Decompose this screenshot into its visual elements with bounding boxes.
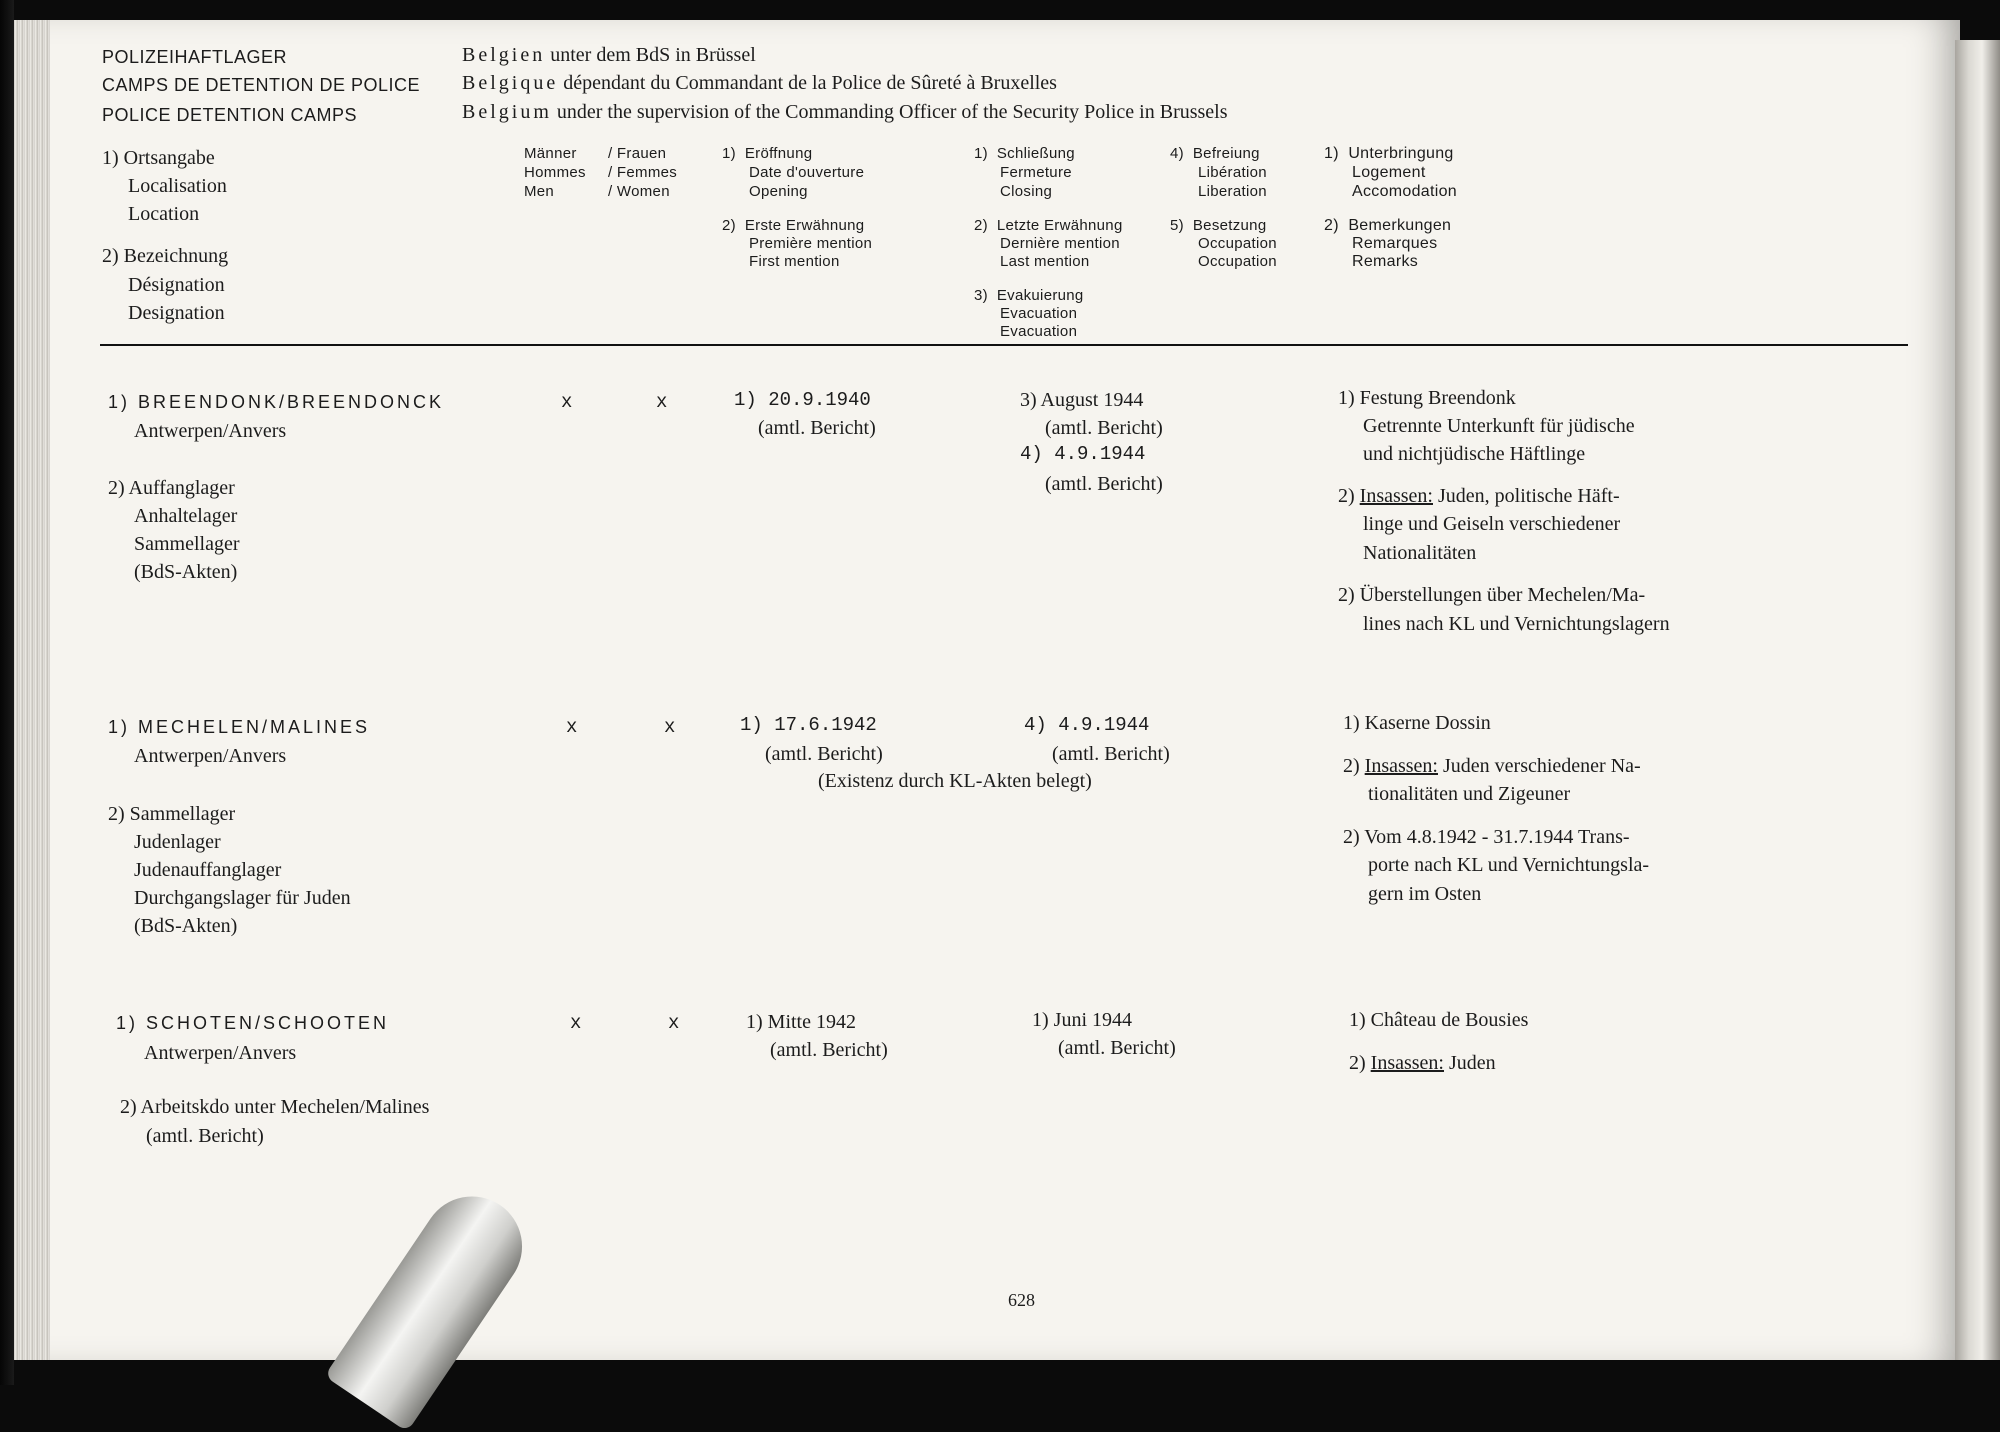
legend-opening-en: Opening xyxy=(749,183,808,200)
closing-source-schoten: (amtl. Bericht) xyxy=(1058,1037,1176,1059)
book-edge xyxy=(0,0,14,1385)
legend-evacuation-fr: Evacuation xyxy=(1000,305,1078,322)
opening-breendonk: 1) 20.9.1940 xyxy=(734,389,871,411)
legend-last-mention-en: Last mention xyxy=(1000,253,1090,270)
remark-breendonk-2: Getrennte Unterkunft für jüdische xyxy=(1363,415,1635,437)
legend-occupation-en: Occupation xyxy=(1198,253,1277,270)
page-curl xyxy=(1955,40,2000,1360)
legend-opening-fr: Date d'ouverture xyxy=(749,164,865,181)
remark-mechelen-6: gern im Osten xyxy=(1368,883,1482,905)
legend-remarks: 2) Bemerkungen xyxy=(1324,217,1452,234)
mark-women-schoten: x xyxy=(668,1012,680,1034)
designation-breendonk-4: (BdS-Akten) xyxy=(134,561,238,583)
designation-breendonk-2: Anhaltelager xyxy=(134,505,238,527)
mark-men-schoten: x xyxy=(570,1012,582,1034)
liberation-breendonk: 4) 4.9.1944 xyxy=(1020,443,1146,465)
legend-closing-en: Closing xyxy=(1000,183,1053,200)
legend-evacuation-en: Evacuation xyxy=(1000,323,1078,340)
legend-location-en: Location xyxy=(128,203,200,225)
remark-mechelen-4: 2) Vom 4.8.1942 - 31.7.1944 Trans- xyxy=(1343,826,1630,848)
liberation-source-mechelen: (amtl. Bericht) xyxy=(1052,743,1170,765)
legend-men-en: Men xyxy=(524,183,555,200)
legend-accommodation: 1) Unterbringung xyxy=(1324,145,1454,162)
designation-breendonk-3: Sammellager xyxy=(134,533,240,555)
remark-breendonk-8: lines nach KL und Vernichtungslagern xyxy=(1363,613,1670,635)
legend-liberation-fr: Libération xyxy=(1198,164,1267,181)
camp-name-breendonk: 1) BREENDONK/BREENDONCK xyxy=(108,392,445,412)
legend-last-mention: 2) Letzte Erwähnung xyxy=(974,217,1123,234)
camp-location-mechelen: Antwerpen/Anvers xyxy=(134,745,287,767)
designation-schoten-1: 2) Arbeitskdo unter Mechelen/Malines xyxy=(120,1096,430,1118)
remark-breendonk-6: Nationalitäten xyxy=(1363,542,1477,564)
title-fr: CAMPS DE DETENTION DE POLICE xyxy=(102,75,421,95)
opening-source-breendonk: (amtl. Bericht) xyxy=(758,417,876,439)
legend-accommodation-en: Accomodation xyxy=(1352,183,1457,200)
camp-name-schoten: 1) SCHOTEN/SCHOOTEN xyxy=(116,1013,390,1033)
mark-men-mechelen: x xyxy=(566,716,578,738)
legend-women-fr: / Femmes xyxy=(608,164,678,181)
designation-mechelen-3: Judenauffanglager xyxy=(134,859,282,881)
header-rule xyxy=(100,344,1908,346)
camp-location-breendonk: Antwerpen/Anvers xyxy=(134,420,287,442)
remark-schoten-1: 1) Château de Bousies xyxy=(1349,1009,1529,1031)
evidence-mechelen: (Existenz durch KL-Akten belegt) xyxy=(818,770,1092,792)
subtitle-de: Belgien unter dem BdS in Brüssel xyxy=(462,44,756,66)
legend-liberation: 4) Befreiung xyxy=(1170,145,1260,162)
camp-name-mechelen: 1) MECHELEN/MALINES xyxy=(108,717,371,737)
remark-breendonk-5: linge und Geiseln verschiedener xyxy=(1363,513,1621,535)
remark-breendonk-1: 1) Festung Breendonk xyxy=(1338,387,1516,409)
legend-designation-en: Designation xyxy=(128,302,225,324)
legend-evacuation: 3) Evakuierung xyxy=(974,287,1084,304)
designation-mechelen-1: 2) Sammellager xyxy=(108,803,236,825)
mark-women-breendonk: x xyxy=(656,391,668,413)
remark-mechelen-5: porte nach KL und Vernichtungsla- xyxy=(1368,854,1650,876)
legend-occupation: 5) Besetzung xyxy=(1170,217,1267,234)
legend-first-mention-en: First mention xyxy=(749,253,840,270)
remark-breendonk-4: 2) Insassen: Juden, politische Häft- xyxy=(1338,485,1620,507)
closing-schoten: 1) Juni 1944 xyxy=(1032,1009,1132,1031)
liberation-source-breendonk: (amtl. Bericht) xyxy=(1045,473,1163,495)
legend-women: / Frauen xyxy=(608,145,667,162)
legend-accommodation-fr: Logement xyxy=(1352,164,1426,181)
legend-men: Männer xyxy=(524,145,577,162)
title-de: POLIZEIHAFTLAGER xyxy=(102,47,288,67)
closing-breendonk: 3) August 1944 xyxy=(1020,389,1144,411)
liberation-mechelen: 4) 4.9.1944 xyxy=(1024,714,1150,736)
legend-liberation-en: Liberation xyxy=(1198,183,1267,200)
legend-remarks-fr: Remarques xyxy=(1352,235,1438,252)
legend-designation-fr: Désignation xyxy=(128,274,225,296)
mark-men-breendonk: x xyxy=(561,391,573,413)
legend-location-fr: Localisation xyxy=(128,175,227,197)
remark-breendonk-7: 2) Überstellungen über Mechelen/Ma- xyxy=(1338,584,1646,606)
legend-location: 1) Ortsangabe xyxy=(102,147,215,169)
subtitle-fr: Belgique dépendant du Commandant de la Police de Sûreté à Bruxelles xyxy=(462,72,1057,94)
remark-mechelen-2: 2) Insassen: Juden verschiedener Na- xyxy=(1343,755,1641,777)
legend-occupation-fr: Occupation xyxy=(1198,235,1277,252)
opening-schoten: 1) Mitte 1942 xyxy=(746,1011,856,1033)
legend-closing-fr: Fermeture xyxy=(1000,164,1072,181)
remark-schoten-2: 2) Insassen: Juden xyxy=(1349,1052,1496,1074)
designation-schoten-2: (amtl. Bericht) xyxy=(146,1125,264,1147)
designation-mechelen-5: (BdS-Akten) xyxy=(134,915,238,937)
subtitle-en: Belgium under the supervision of the Commanding Officer of the Security Police in Brussels xyxy=(462,101,1228,123)
closing-source-breendonk: (amtl. Bericht) xyxy=(1045,417,1163,439)
designation-mechelen-2: Judenlager xyxy=(134,831,221,853)
camp-location-schoten: Antwerpen/Anvers xyxy=(144,1042,297,1064)
legend-first-mention: 2) Erste Erwähnung xyxy=(722,217,865,234)
opening-source-mechelen: (amtl. Bericht) xyxy=(765,743,883,765)
legend-opening: 1) Eröffnung xyxy=(722,145,813,162)
remark-mechelen-1: 1) Kaserne Dossin xyxy=(1343,712,1491,734)
legend-designation: 2) Bezeichnung xyxy=(102,245,229,267)
legend-last-mention-fr: Dernière mention xyxy=(1000,235,1120,252)
designation-breendonk-1: 2) Auffanglager xyxy=(108,477,235,499)
legend-first-mention-fr: Première mention xyxy=(749,235,873,252)
page-number: 628 xyxy=(1008,1290,1035,1310)
opening-mechelen: 1) 17.6.1942 xyxy=(740,714,877,736)
legend-remarks-en: Remarks xyxy=(1352,253,1419,270)
legend-closing: 1) Schließung xyxy=(974,145,1075,162)
title-en: POLICE DETENTION CAMPS xyxy=(102,105,358,125)
remark-breendonk-3: und nichtjüdische Häftlinge xyxy=(1363,443,1586,465)
opening-source-schoten: (amtl. Bericht) xyxy=(770,1039,888,1061)
designation-mechelen-4: Durchgangslager für Juden xyxy=(134,887,351,909)
mark-women-mechelen: x xyxy=(664,716,676,738)
legend-women-en: / Women xyxy=(608,183,670,200)
remark-mechelen-3: tionalitäten und Zigeuner xyxy=(1368,783,1571,805)
legend-men-fr: Hommes xyxy=(524,164,586,181)
